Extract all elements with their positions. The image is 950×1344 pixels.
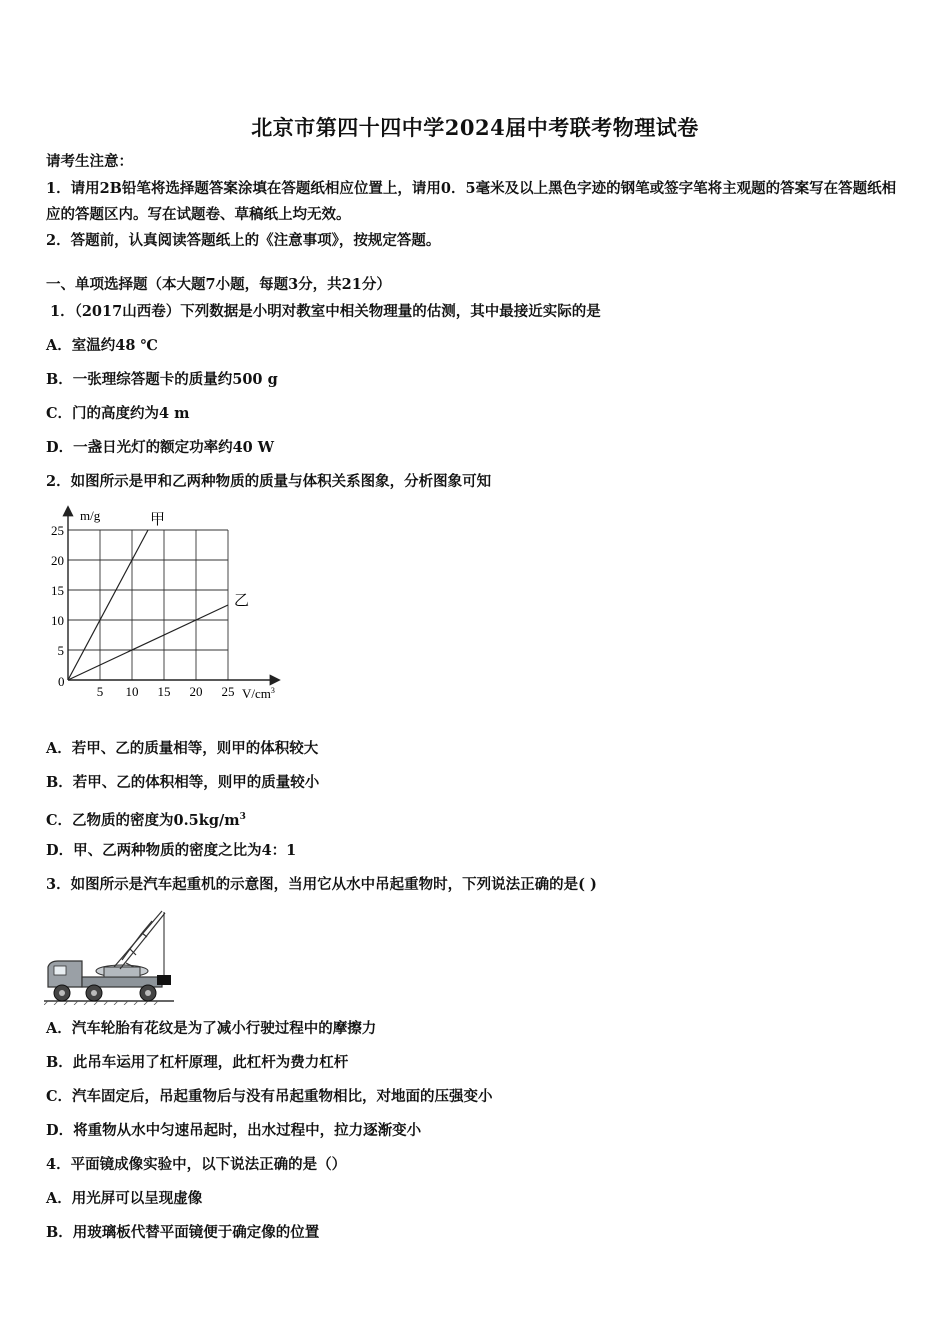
q2-option-c xyxy=(46,807,246,831)
series-line-乙 xyxy=(68,605,228,680)
q1-option-c: C．门的高度约为4 m xyxy=(46,405,190,422)
crane-truck-illustration xyxy=(44,905,176,1005)
y-tick-label: 20 xyxy=(51,553,64,568)
q1-option-d: D．一盏日光灯的额定功率约40 W xyxy=(46,439,275,456)
series-line-甲 xyxy=(68,530,148,680)
notice-body xyxy=(46,176,906,254)
q2-option-c-sup: 3 xyxy=(239,812,246,822)
y-axis-label: m/g xyxy=(80,508,101,523)
q2-option-a: A．若甲、乙的质量相等，则甲的体积较大 xyxy=(46,740,319,757)
y-tick-label: 10 xyxy=(51,613,64,628)
x-tick-label: 15 xyxy=(157,684,171,699)
x-tick-label: 25 xyxy=(221,684,235,699)
q4-option-a: A．用光屏可以呈现虚像 xyxy=(46,1190,203,1207)
q1-option-b: B．一张理综答题卡的质量约500 g xyxy=(46,371,278,388)
origin-label: 0 xyxy=(58,674,65,689)
q3-option-c: C．汽车固定后，吊起重物后与没有吊起重物相比，对地面的压强变小 xyxy=(46,1088,493,1105)
y-tick-label: 25 xyxy=(51,523,64,538)
q3-option-a: A．汽车轮胎有花纹是为了减小行驶过程中的摩擦力 xyxy=(46,1020,377,1037)
q4-stem: 4．平面镜成像实验中，以下说法正确的是（） xyxy=(46,1156,347,1173)
notice-heading: 请考生注意： xyxy=(46,153,133,170)
q3-option-d: D．将重物从水中匀速吊起时，出水过程中，拉力逐渐变小 xyxy=(46,1122,422,1139)
mass-volume-chart xyxy=(40,500,300,710)
section-heading: 一、单项选择题（本大题7小题，每题3分，共21分） xyxy=(46,276,391,293)
x-axis-label: $V/cm^3$ xyxy=(242,686,275,701)
q1-stem: 1．（2017山西卷）下列数据是小明对教室中相关物理量的估测，其中最接近实际的是 xyxy=(50,303,601,320)
q2-option-c-text: C．乙物质的密度为0.5kg/m xyxy=(46,811,240,829)
x-tick-label: 10 xyxy=(125,684,139,699)
y-tick-label: 15 xyxy=(51,583,64,598)
q1-option-a: A．室温约48 ℃ xyxy=(46,337,158,354)
notice-item-2: 2．答题前，认真阅读答题纸上的《注意事项》，按规定答题。 xyxy=(46,232,441,249)
y-tick-label: 5 xyxy=(57,643,64,658)
q4-option-b: B．用玻璃板代替平面镜便于确定像的位置 xyxy=(46,1224,320,1241)
q2-option-b: B．若甲、乙的体积相等，则甲的质量较小 xyxy=(46,774,320,791)
series-label-乙: 乙 xyxy=(234,593,250,609)
notice-item-1: 1．请用2B铅笔将选择题答案涂填在答题纸相应位置上，请用0．5毫米及以上黑色字迹的钢笔或签字笔将主观题的答案写在答题纸相应的答题区内。写在试题卷、草稿纸上均无效。 xyxy=(46,180,897,223)
q3-stem: 3．如图所示是汽车起重机的示意图，当用它从水中吊起重物时，下列说法正确的是( ) xyxy=(46,876,597,893)
q2-stem: 2．如图所示是甲和乙两种物质的质量与体积关系图象，分析图象可知 xyxy=(46,473,492,490)
x-tick-label: 20 xyxy=(189,684,203,699)
x-tick-label: 5 xyxy=(96,684,104,699)
series-label-甲: 甲 xyxy=(150,512,166,528)
q2-option-d: D．甲、乙两种物质的密度之比为4：1 xyxy=(46,842,297,859)
page-title: 北京市第四十四中学2024届中考联考物理试卷 xyxy=(251,115,699,140)
q3-option-b: B．此吊车运用了杠杆原理，此杠杆为费力杠杆 xyxy=(46,1054,349,1071)
